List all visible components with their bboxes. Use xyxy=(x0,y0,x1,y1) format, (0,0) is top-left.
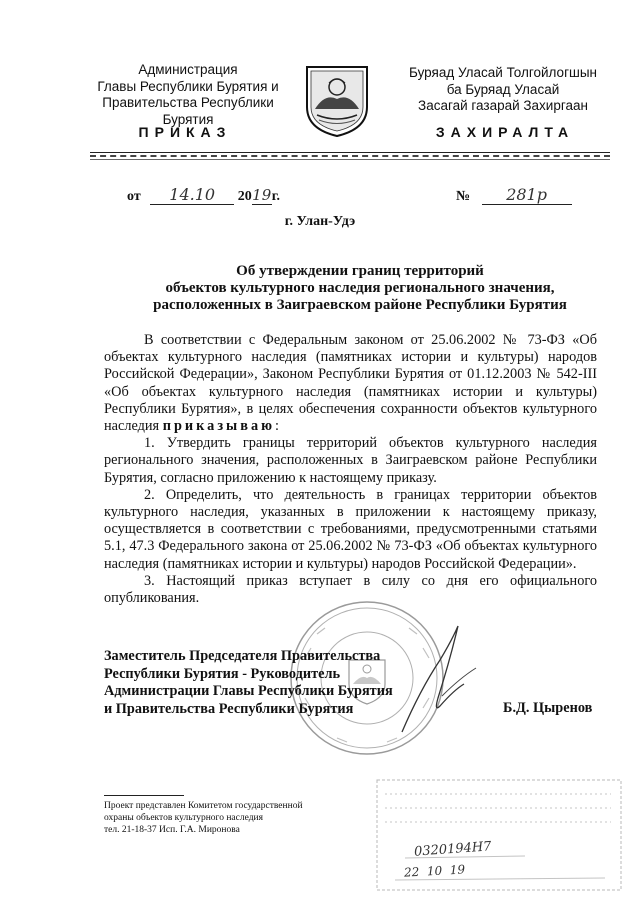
title-line: объектов культурного наследия регионального значения, xyxy=(165,280,555,296)
date-prefix: от xyxy=(127,189,141,204)
city: г. Улан-Удэ xyxy=(284,214,356,229)
position-line: Республики Бурятия - Руководитель xyxy=(104,665,341,682)
date-handwritten: 14.10 xyxy=(150,185,234,205)
title-line: расположенных в Заиграевском районе Республики Бурятия xyxy=(153,297,567,313)
issuer-ru-line: Администрация xyxy=(138,62,238,77)
issuer-ru-line: Главы Республики Бурятия и xyxy=(97,78,279,94)
footnote-line: тел. 21-18-37 Исп. Г.А. Миронова xyxy=(104,825,240,835)
footnote-divider xyxy=(104,795,184,796)
footnote-line: охраны объектов культурного наследия xyxy=(104,813,263,823)
item-2: 2. Определить, что деятельность в границах территории объектов культурного наследия, указанных в приложении к настоящему приказу, осуществляется в соответствии с требованиями, предусмотренными статьями 5.1, 47.3 Федерального закона от 25.06.2002 № 73-ФЗ «Об объектах культурного наследия (памятниках истории и культуры) народов Российской Федерации». xyxy=(104,486,597,572)
issuer-bur-line: Буряад Уласай Толгойлогшын xyxy=(409,65,597,80)
issuer-ru xyxy=(88,62,288,128)
document-title xyxy=(60,263,640,314)
position-line: Заместитель Председателя Правительства xyxy=(104,648,381,664)
signatory-position xyxy=(104,648,393,718)
signatory-name: Б.Д. Цыренов xyxy=(503,700,593,716)
preamble-paragraph: В соответствии с Федеральным законом от 25.06.2002 № 73-ФЗ «Об объектах культурного наследия (памятниках истории и культуры) народов Российской Федерации», Законом Республики Бурятия от 01.12.2003 № 542-III «Об объектах культурного наследия (памятниках истории и культуры) Республики Бурятия», в целях обеспечения сохранности объектов культурного наследия приказываю: xyxy=(104,332,597,435)
item-1: 1. Утвердить границы территорий объектов культурного наследия регионального значения, расположенных в Заиграевском районе Республики Бурятия, согласно приложению к настоящему приказу. xyxy=(104,435,597,486)
order-word: приказываю xyxy=(162,418,276,435)
number-label: № xyxy=(456,189,471,204)
coat-of-arms-icon xyxy=(303,63,371,139)
position-line: и Правительства Республики Бурятия xyxy=(104,700,354,717)
date-field xyxy=(127,185,280,205)
year-handwritten: 19 xyxy=(252,186,272,204)
year-label: г. xyxy=(271,189,280,204)
registration-number: 0320194Н7 xyxy=(413,839,492,860)
position-line: Администрации Главы Республики Бурятия xyxy=(104,683,393,699)
year-prefix: 20 xyxy=(237,189,252,204)
issuer-bur-line: ба Буряад Уласай xyxy=(446,81,560,97)
registration-date: 22 10 19 xyxy=(403,862,466,880)
handwritten-signature-icon xyxy=(380,620,510,740)
issuer-ru-line: Правительства Республики Бурятия xyxy=(102,95,274,127)
header-divider-thin xyxy=(90,159,610,160)
number-field xyxy=(456,185,572,205)
title-line: Об утверждении границ территорий xyxy=(236,263,484,279)
document-body xyxy=(104,332,597,607)
header-divider-dashed xyxy=(90,155,610,157)
number-handwritten: 281р xyxy=(482,185,572,205)
doc-type-ru: ПРИКАЗ xyxy=(138,124,232,140)
issuer-bur-line: Засагай газарай Захиргаан xyxy=(418,98,588,113)
footnote xyxy=(104,800,303,836)
issuer-bur xyxy=(398,65,608,115)
item-3: 3. Настоящий приказ вступает в силу со дня его официального опубликования. xyxy=(104,572,597,607)
header-divider xyxy=(90,152,610,153)
doc-type-bur: ЗАХИРАЛТА xyxy=(435,124,575,140)
footnote-line: Проект представлен Комитетом государственной xyxy=(104,801,303,811)
preamble-text: В соответствии с Федеральным законом от 25.06.2002 № 73-ФЗ «Об объектах культурного наследия (памятниках истории и культуры) народов Российской Федерации», Законом Республики Бурятия от 01.12.2003 № 542-III «Об объектах культурного наследия (памятниках истории и культуры) Республики Бурятия», в целях обеспечения сохранности объектов культурного наследия xyxy=(104,332,597,435)
